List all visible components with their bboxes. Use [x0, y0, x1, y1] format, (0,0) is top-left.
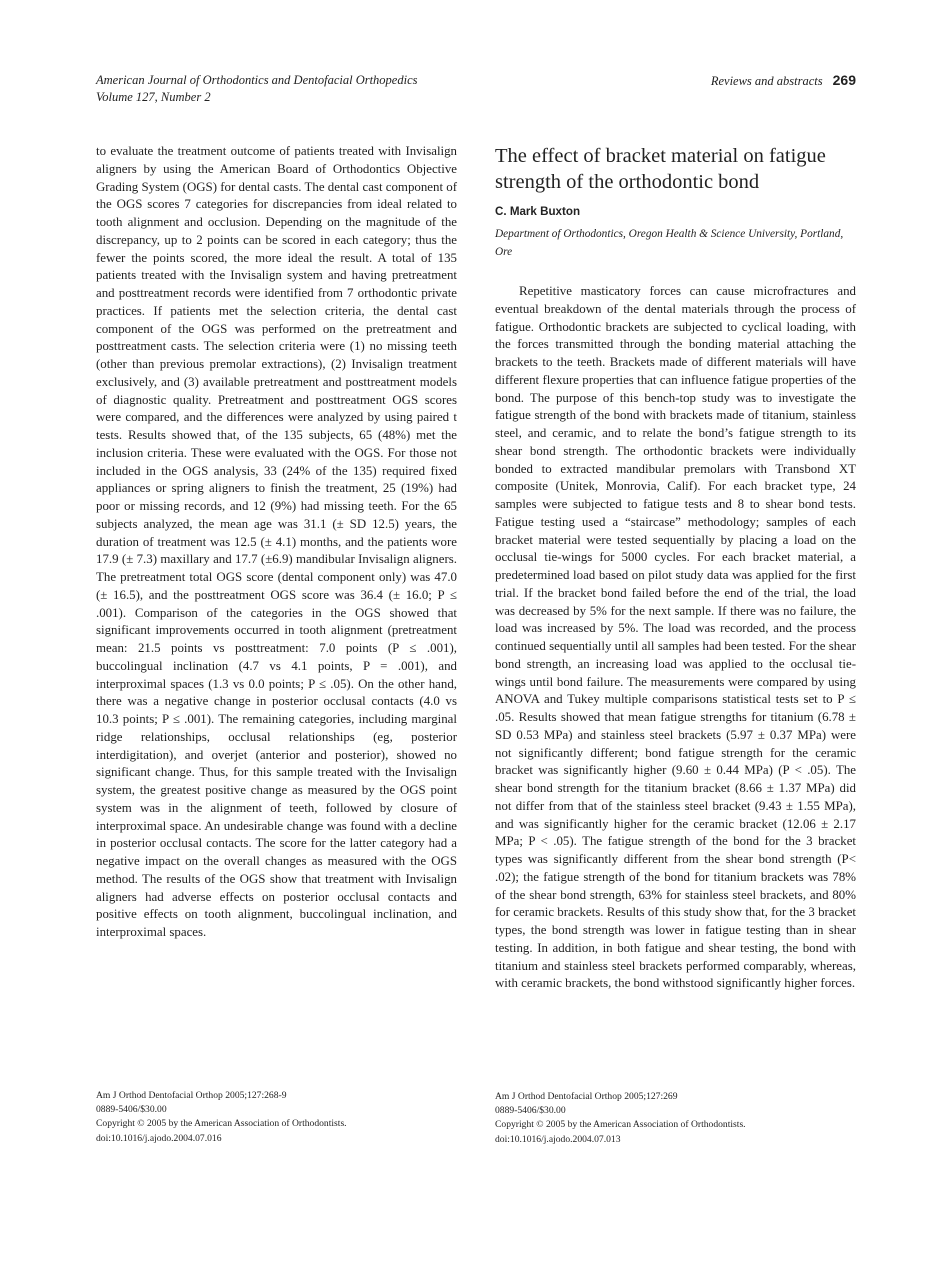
author-affiliation: Department of Orthodontics, Oregon Health & Science University, Portland, Ore	[495, 228, 844, 258]
running-head	[96, 72, 516, 106]
citation-block-left	[96, 1089, 457, 1146]
volume-issue: Volume 127, Number 2	[96, 90, 211, 104]
page-header-right	[711, 72, 856, 90]
citation-block-right	[495, 1090, 856, 1147]
citation-line: 0889-5406/$30.00	[495, 1105, 566, 1117]
journal-name: American Journal of Orthodontics and Dentofacial Orthopedics	[96, 73, 418, 87]
right-column	[495, 143, 856, 993]
author-name: C. Mark Buxton	[495, 205, 581, 218]
left-column	[96, 143, 457, 942]
citation-line: Am J Orthod Dentofacial Orthop 2005;127:269	[495, 1091, 678, 1102]
citation-line: Copyright © 2005 by the American Association of Orthodontists.	[96, 1118, 347, 1130]
citation-line: Copyright © 2005 by the American Association of Orthodontists.	[495, 1119, 746, 1131]
section-name: Reviews and abstracts	[710, 74, 823, 88]
citation-line: Am J Orthod Dentofacial Orthop 2005;127:268-9	[96, 1090, 287, 1101]
article-title: The effect of bracket material on fatigue strength of the orthodontic bond	[495, 145, 826, 193]
page-number: 269	[832, 72, 856, 88]
citation-line: 0889-5406/$30.00	[96, 1104, 167, 1116]
abstract-continuation: to evaluate the treatment outcome of patients treated with Invisalign aligners by using the American Board of Orthodontics Objective Grading System (OGS) for dental casts. The dental cast component of the OGS scores 7 categories for discrepancies from ideal related to tooth alignment and occlusion. Depending on the magnitude of the discrepancy, up to 2 points can be scored in each category; thus the fewer the points scored, the more ideal the result. A total of 135 patients treated with the Invisalign system and having pretreatment and posttreatment records were identified from 7 orthodontic private practices. If patients met the selection criteria, the dental cast component of the OGS was performed on the pretreatment and posttreatment casts. The selection criteria were (1) no missing teeth (other than previous premolar extractions), (2) Invisalign treatment exclusively, and (3) available pretreatment and posttreatment models of diagnostic quality. Pretreatment and posttreatment OGS scores were compared, and the differences were analyzed by using paired t tests. Results showed that, of the 135 subjects, 65 (48%) met the inclusion criteria. These were evaluated with the OGS. For those not included in the OGS analysis, 33 (24% of the 135) required fixed appliances or spring aligners to finish the treatment, 25 (19%) had poor or missing records, and 12 (9%) had missing teeth. For the 65 subjects analyzed, the mean age was 31.1 (± SD 12.5) years, the duration of treatment was 12.5 (± 4.1) months, and the patients wore 17.9 (± 7.3) maxillary and 17.7 (±6.9) mandibular Invisalign aligners. The pretreatment total OGS score (dental component only) was 47.0 (± 16.5), and the posttreatment OGS score was 36.4 (± 16.0; P ≤ .001). Comparison of the categories in the OGS showed that significant improvements occurred in tooth alignment (pretreatment mean: 21.5 points vs posttreatment: 7.0 points (P ≤ .001), buccolingual inclination (4.7 vs 4.1 points, P = .001), and interproximal spaces (1.3 vs 0.0 points; P ≤ .05). On the other hand, there was a negative change in posterior occlusal contacts (4.0 vs 10.3 points; P ≤ .001). The remaining categories, including marginal ridge relationships, occlusal relationships (eg, posterior interdigitation), and overjet (anterior and posterior), showed no significant change. Thus, for this sample treated with the Invisalign system, the greatest positive change as measured by the OGS point system was in the alignment of teeth, followed by closure of interproximal space. An undesirable change was found with a decline in posterior occlusal contacts. The score for the latter category had a negative impact on the overall changes as measured with the OGS method. The results of the OGS show that treatment with Invisalign aligners had adverse effects on posterior occlusal contacts and positive effects on tooth alignment, buccolingual inclination, and interproximal spaces.	[96, 144, 457, 939]
abstract-text: Repetitive masticatory forces can cause microfractures and eventual breakdown of the dental materials through the process of fatigue. Orthodontic brackets are subjected to cyclical loading, with the forces transmitted through the bonding material attaching the brackets to the teeth. Brackets made of different materials will have different flexure properties that can influence fatigue properties of the bond. The purpose of this bench-top study was to investigate the fatigue strength of the bond with brackets made of titanium, stainless steel, and ceramic, and to relate the bond’s fatigue strength to its shear bond strength. The orthodontic brackets were individually bonded to extracted mandibular premolars with Transbond XT composite (Unitek, Monrovia, Calif). For each bracket type, 24 samples were subjected to fatigue tests and 8 to shear bond tests. Fatigue testing used a “staircase” methodology; samples of each bracket material were tested sequentially by placing a load on the occlusal tie-wings for 5000 cycles. For each bracket material, a predetermined load based on pilot study data was applied for the first trial. If the bracket bond failed before the end of the trial, the load was decreased by 5% for the next sample. If there was no failure, the load was increased by 5%. The load was recorded, and the process continued sequentially until all samples had been tested. For the shear bond strength, an increasing load was applied to the occlusal tie-wings until bond failure. The measurements were compared by using ANOVA and Tukey multiple comparisons statistical tests set to P ≤ .05. Results showed that mean fatigue strengths for titanium (6.78 ± SD 0.53 MPa) and stainless steel brackets (5.97 ± 0.37 MPa) were not significantly different; bond fatigue strength for the ceramic bracket was significantly higher (9.60 ± 0.44 MPa) (P < .05). The shear bond strength for the titanium bracket (8.66 ± 1.37 MPa) did not differ from that of the stainless steel bracket (9.43 ± 1.55 MPa), and was significantly higher for the ceramic bracket (12.06 ± 2.17 MPa; P < .05). The fatigue strength of the bond for the 3 bracket types was significantly different from the shear bond strength (P< .02); the fatigue strength of the bond for titanium brackets was 78% of the shear bond strength, 63% for stainless steel brackets, and 80% for ceramic brackets. Results of this study show that, for the 3 bracket types, the bond strength was lower in fatigue testing than in shear testing. In addition, in both fatigue and shear testing, the bond with titanium and stainless steel brackets performed comparably, whereas, with ceramic brackets, the bond withstood significantly higher forces.	[495, 284, 856, 991]
citation-doi: doi:10.1016/j.ajodo.2004.07.016	[96, 1132, 222, 1144]
citation-doi: doi:10.1016/j.ajodo.2004.07.013	[495, 1133, 621, 1145]
